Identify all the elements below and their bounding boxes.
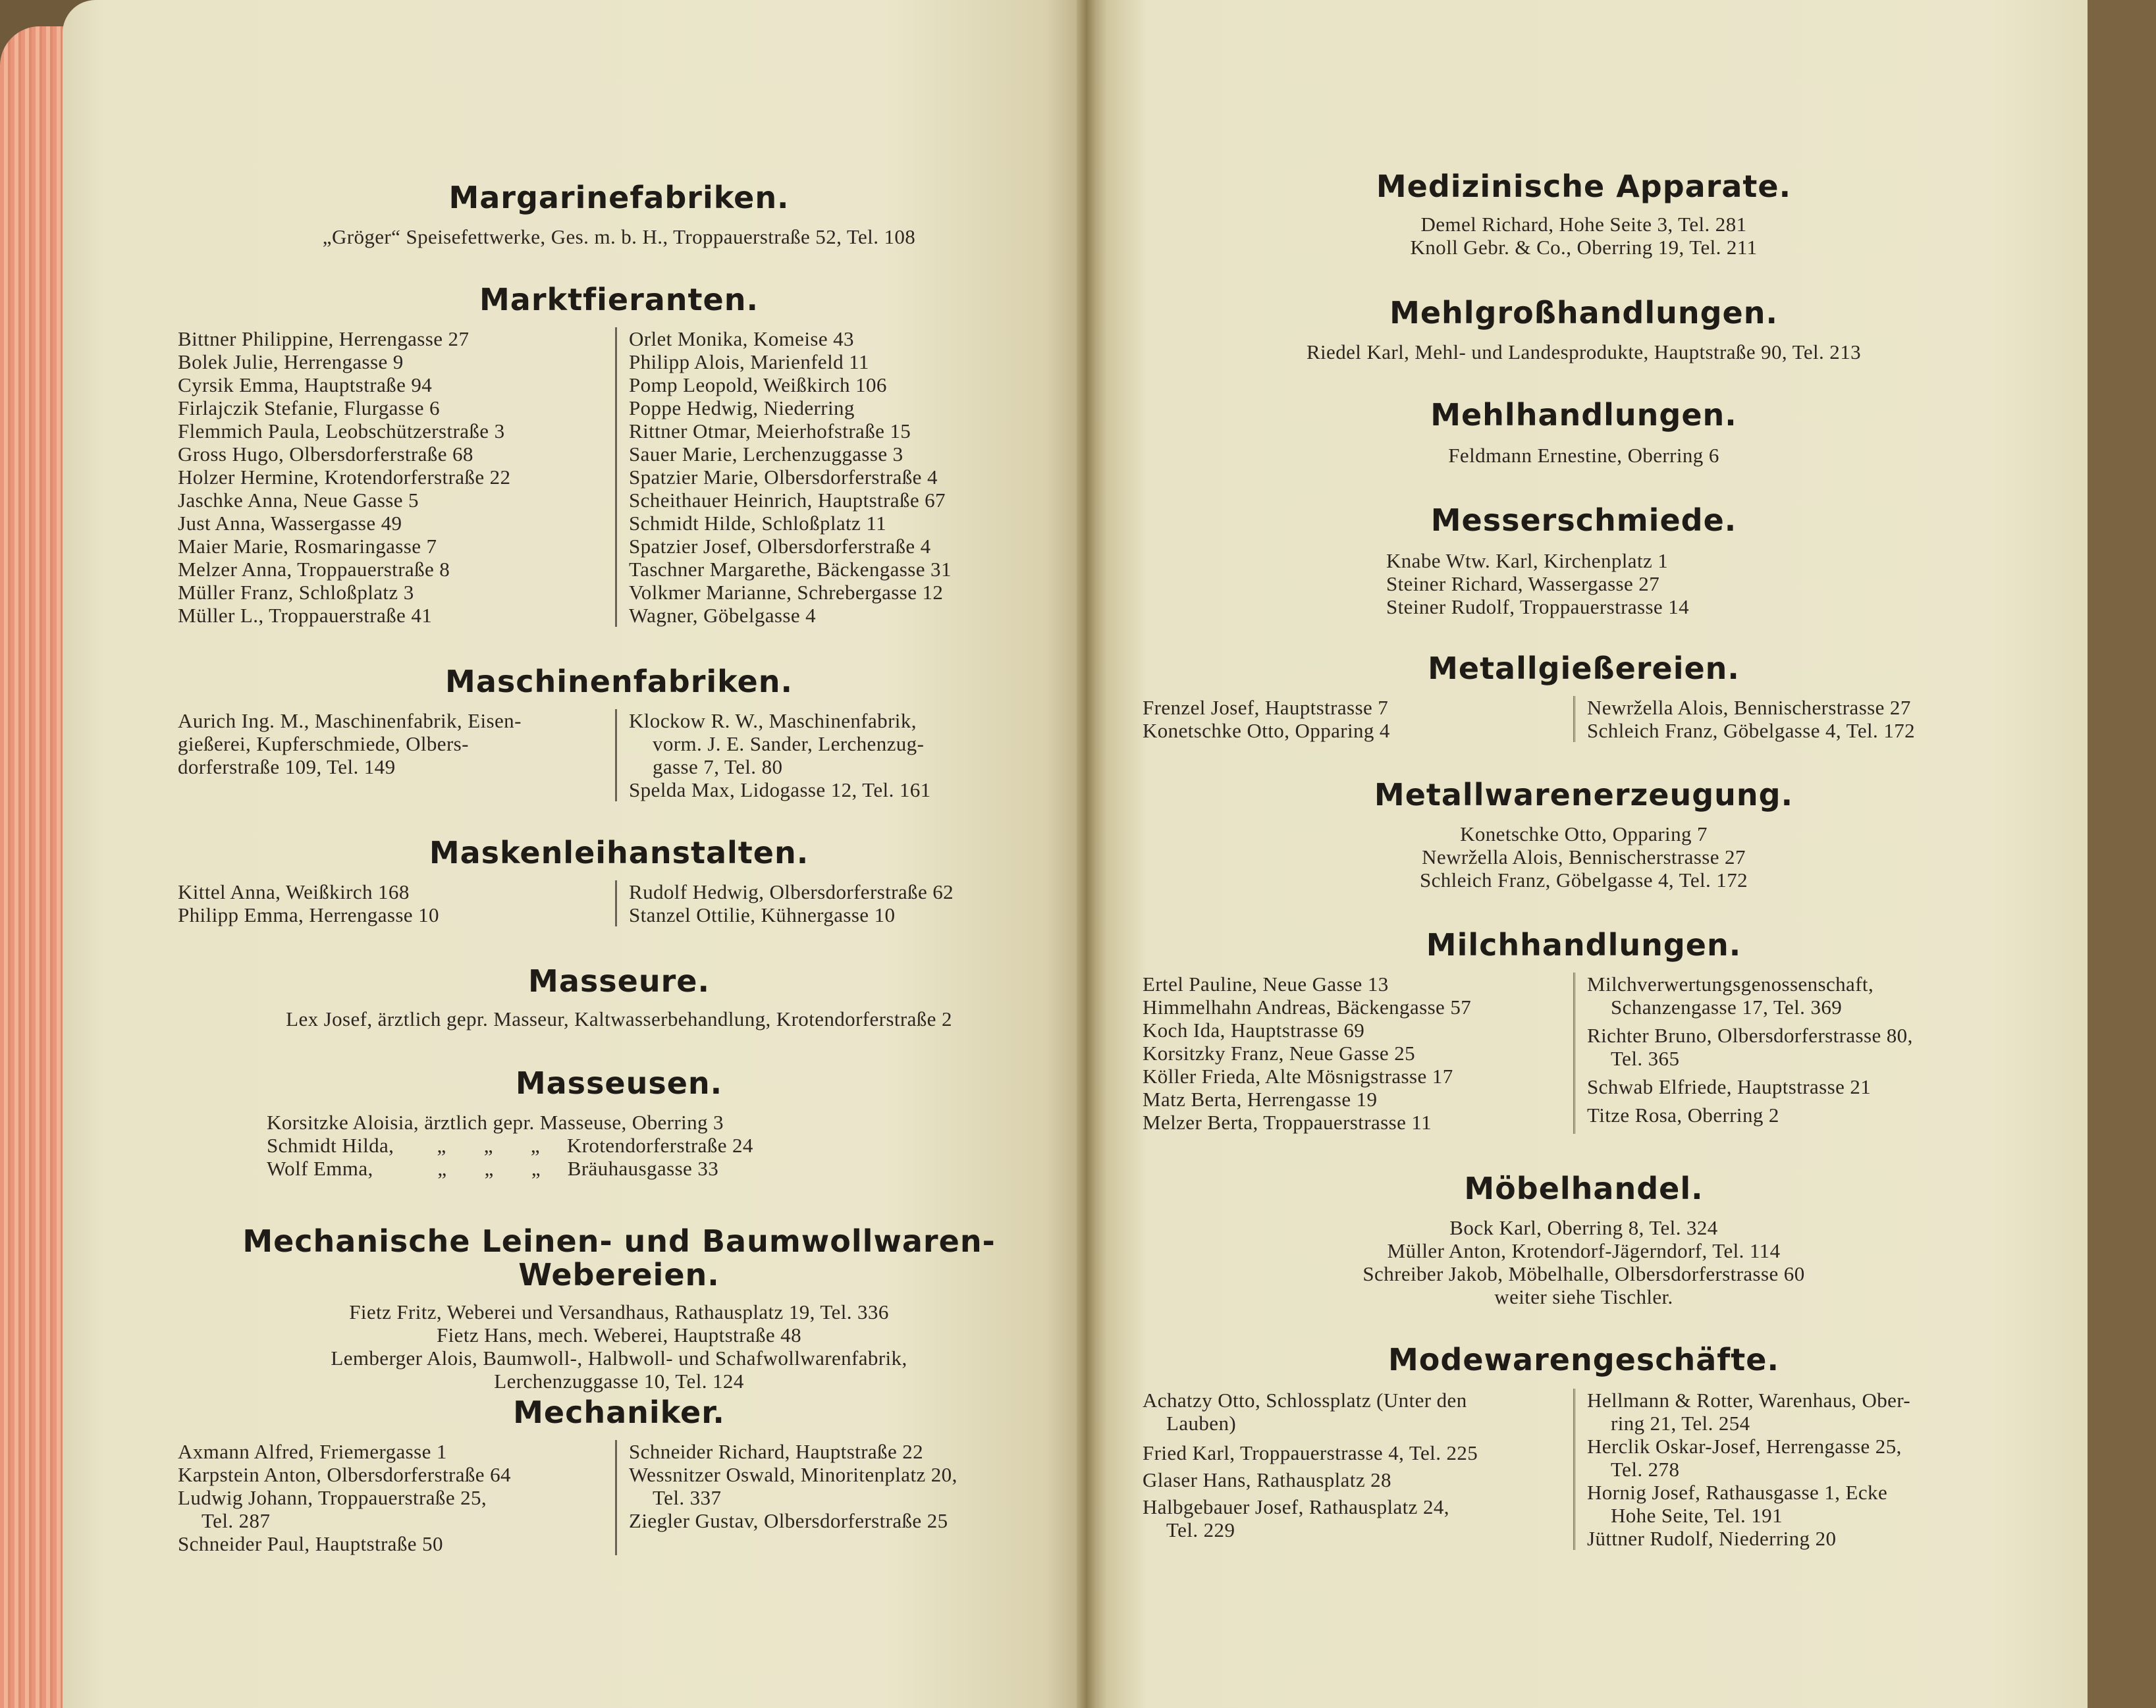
section-title: Maschinenfabriken. (445, 664, 793, 699)
two-column-list (1143, 696, 2025, 742)
list-col-2 (617, 880, 954, 926)
section-mechaniker (178, 1396, 1060, 1555)
section-title: Modewarengeschäfte. (1388, 1342, 1779, 1377)
entry: Schmidt Hilda, „ „ „ Krotendorferstraße 24 (267, 1133, 753, 1157)
entry: Richter Bruno, Olbersdorferstrasse 80, (1587, 1023, 1913, 1047)
entry: Steiner Rudolf, Troppauerstrasse 14 (1386, 595, 1690, 618)
background-margin (2088, 0, 2156, 1708)
section-title: Metallgießereien. (1428, 651, 1740, 686)
list-col-1 (1143, 973, 1575, 1134)
entry: Lerchenzuggasse 10, Tel. 124 (494, 1370, 744, 1393)
entry: Sauer Marie, Lerchenzuggasse 3 (629, 442, 903, 466)
entry: Hornig Josef, Rathausgasse 1, Ecke (1587, 1480, 1888, 1504)
entry: Schleich Franz, Göbelgasse 4, Tel. 172 (1587, 718, 1916, 742)
entry-list (1143, 549, 2025, 618)
entry: Achatzy Otto, Schlossplatz (Unter den (1143, 1388, 1467, 1412)
entry: Schanzengasse 17, Tel. 369 (1611, 995, 1843, 1019)
entry: Flemmich Paula, Leobschützerstraße 3 (178, 419, 505, 442)
entry: gasse 7, Tel. 80 (653, 755, 783, 778)
entry: vorm. J. E. Sander, Lerchenzug- (653, 732, 925, 755)
entry: Schreiber Jakob, Möbelhalle, Olbersdorferstrasse 60 (1362, 1262, 1805, 1285)
entry: Riedel Karl, Mehl- und Landesprodukte, Hauptstraße 90, Tel. 213 (1306, 340, 1862, 363)
entry: Taschner Margarethe, Bäckengasse 31 (629, 557, 952, 581)
entry: Konetschke Otto, Oppаring 7 (1460, 822, 1708, 845)
section-margarinefabriken (178, 181, 1060, 248)
entry: Spelda Max, Lidogasse 12, Tel. 161 (629, 778, 931, 801)
entry: Konetschke Otto, Oppаring 4 (1143, 718, 1390, 742)
entry: gießerei, Kupferschmiede, Olbers- (178, 732, 469, 755)
entry: Melzer Berta, Troppauerstrasse 11 (1143, 1110, 1432, 1134)
entry: Jaschke Anna, Neue Gasse 5 (178, 488, 419, 512)
section-title: Margarinefabriken. (448, 180, 790, 215)
entry: Bock Karl, Oberring 8, Tel. 324 (1449, 1215, 1718, 1239)
list-col-2 (1575, 1389, 1910, 1550)
entry: Bittner Philippine, Herrengasse 27 (178, 327, 470, 350)
section-title: Masseusen. (515, 1065, 723, 1101)
section-maschinenfabriken (178, 665, 1060, 801)
entry: Müller Franz, Schloßplatz 3 (178, 580, 414, 604)
entry: Orlet Monika, Komeise 43 (629, 327, 854, 350)
list-col-1 (178, 880, 617, 926)
entry: Gross Hugo, Olbersdorferstraße 68 (178, 442, 473, 466)
entry: Knoll Gebr. & Co., Oberring 19, Tel. 211 (1410, 235, 1758, 259)
entry: Korsitzke Aloisia, ärztlich gepr. Masseuse, Oberring 3 (267, 1110, 724, 1134)
section-moebelhandel (1143, 1172, 2025, 1308)
entry: Korsitzky Franz, Neue Gasse 25 (1143, 1041, 1416, 1065)
entry: Frenzel Josef, Hauptstrasse 7 (1143, 695, 1389, 719)
section-marktfieranten (178, 283, 1060, 627)
entry: Müller L., Troppauerstraße 41 (178, 603, 433, 627)
entry: Pomp Leopold, Weißkirch 106 (629, 373, 887, 396)
entry: Lauben) (1166, 1411, 1237, 1435)
list-col-1 (1143, 1389, 1575, 1550)
entry: „Gröger“ Speisefettwerke, Ges. m. b. H., Troppauerstraße 52, Tel. 108 (322, 225, 916, 248)
entry: Schleich Franz, Göbelgasse 4, Tel. 172 (1419, 868, 1748, 892)
list-col-1 (1143, 696, 1575, 742)
entry: Axmann Alfred, Friemergasse 1 (178, 1439, 447, 1463)
entry: Poppe Hedwig, Niederring (629, 396, 855, 419)
entry: Newržella Alois, Bennischerstrasse 27 (1587, 695, 1911, 719)
entry: Schneider Paul, Hauptstraße 50 (178, 1532, 443, 1555)
entry: Melzer Anna, Troppauerstraße 8 (178, 557, 450, 581)
entry: Titze Rosa, Oberring 2 (1587, 1103, 1779, 1127)
list-col-2 (617, 709, 931, 801)
list-col-1 (178, 327, 617, 627)
section-mehlhandlungen (1143, 398, 2025, 467)
entry: Hellmann & Rotter, Warenhaus, Ober- (1587, 1388, 1911, 1412)
section-title: Maskenleihanstalten. (429, 835, 809, 870)
entry: Jüttner Rudolf, Niederring 20 (1587, 1526, 1837, 1550)
entry: Himmelhahn Andreas, Bäckengasse 57 (1143, 995, 1472, 1019)
section-medizinische-apparate (1143, 170, 2025, 259)
entry: Tel. 229 (1166, 1518, 1235, 1541)
section-title: Mehlgroßhandlungen. (1389, 295, 1778, 331)
entry: Stanzel Ottilie, Kühnergasse 10 (629, 903, 896, 926)
entry: weiter siehe Tischler. (1494, 1285, 1673, 1308)
entry-list (178, 1111, 1060, 1180)
two-column-list (178, 709, 1060, 801)
entry-list (1143, 213, 2025, 259)
entry: Kittel Anna, Weißkirch 168 (178, 880, 410, 903)
list-col-2 (1575, 696, 1915, 742)
list-col-1 (178, 709, 617, 801)
entry: Hohe Seite, Tel. 191 (1611, 1503, 1783, 1527)
entry: Koch Ida, Hauptstrasse 69 (1143, 1018, 1365, 1042)
section-maskenleihanstalten (178, 836, 1060, 926)
list-col-2 (1575, 973, 1913, 1134)
entry: Milchverwertungsgenossenschaft, (1587, 972, 1874, 996)
section-title: Medizinische Apparate. (1376, 169, 1792, 204)
entry: Tel. 365 (1611, 1046, 1680, 1070)
entry: Steiner Richard, Wassergasse 27 (1386, 572, 1660, 595)
entry: Tel. 337 (653, 1485, 722, 1509)
book-gutter (1077, 0, 1096, 1708)
entry: Cyrsik Emma, Hauptstraße 94 (178, 373, 433, 396)
entry: Wolf Emma, „ „ „ Bräuhausgasse 33 (267, 1156, 719, 1180)
entry: Ertel Pauline, Neue Gasse 13 (1143, 972, 1389, 996)
section-title: Möbelhandel. (1464, 1171, 1704, 1206)
entry: Wessnitzer Oswald, Minoritenplatz 20, (629, 1462, 957, 1486)
entry: Maier Marie, Rosmaringasse 7 (178, 534, 437, 558)
section-title: Mehlhandlungen. (1430, 397, 1737, 433)
entry: ring 21, Tel. 254 (1611, 1411, 1750, 1435)
entry: Halbgebauer Josef, Rathausplatz 24, (1143, 1495, 1449, 1518)
entry: Volkmer Marianne, Schrebergasse 12 (629, 580, 944, 604)
section-modewarengeschaefte (1143, 1343, 2025, 1550)
entry: Scheithauer Heinrich, Hauptstraße 67 (629, 488, 946, 512)
entry: Wagner, Göbelgasse 4 (629, 603, 817, 627)
section-metallwarenerzeugung (1143, 778, 2025, 892)
section-title: Mechaniker. (513, 1395, 725, 1430)
section-title: Milchhandlungen. (1426, 927, 1742, 963)
section-masseure (178, 965, 1060, 1030)
entry: Klockow R. W., Maschinenfabrik, (629, 708, 917, 732)
entry: Schmidt Hilde, Schloßplatz 11 (629, 511, 887, 535)
entry-list (1143, 1216, 2025, 1308)
list-col-2 (617, 327, 952, 627)
entry: Ludwig Johann, Troppauerstraße 25, (178, 1485, 487, 1509)
entry: Demel Richard, Hohe Seite 3, Tel. 281 (1420, 212, 1747, 236)
list-col-1 (178, 1440, 617, 1555)
entry: Spatzier Josef, Olbersdorferstraße 4 (629, 534, 931, 558)
section-milchhandlungen (1143, 928, 2025, 1134)
two-column-list (178, 1440, 1060, 1555)
entry: Rudolf Hedwig, Olbersdorferstraße 62 (629, 880, 954, 903)
entry: Philipp Alois, Marienfeld 11 (629, 350, 869, 373)
entry: Tel. 287 (202, 1508, 271, 1532)
entry: Müller Anton, Krotendorf-Jägerndorf, Tel. 114 (1387, 1239, 1781, 1262)
entry: Feldmann Ernestine, Oberring 6 (1448, 443, 1719, 467)
section-title: Metallwarenerzeugung. (1374, 777, 1794, 813)
section-messerschmiede (1143, 504, 2025, 618)
section-title: Mechanische Leinen- und Baumwollwaren-Webereien. (242, 1223, 996, 1293)
entry: Bolek Julie, Herrengasse 9 (178, 350, 404, 373)
entry: Fietz Hans, mech. Weberei, Hauptstraße 48 (437, 1323, 801, 1347)
entry: Philipp Emma, Herrengasse 10 (178, 903, 439, 926)
list-col-2 (617, 1440, 957, 1555)
section-title: Marktfieranten. (479, 282, 759, 317)
entry: Just Anna, Wassergasse 49 (178, 511, 402, 535)
section-masseusen (178, 1067, 1060, 1180)
entry: Spatzier Marie, Olbersdorferstraße 4 (629, 465, 938, 489)
entry: Karpstein Anton, Olbersdorferstraße 64 (178, 1462, 511, 1486)
entry: Fietz Fritz, Weberei und Versandhaus, Rathausplatz 19, Tel. 336 (349, 1300, 889, 1324)
entry: Firlajczik Stefanie, Flurgasse 6 (178, 396, 440, 419)
entry: Aurich Ing. M., Maschinenfabrik, Eisen- (178, 708, 522, 732)
entry-list (1143, 822, 2025, 892)
entry-list (178, 1300, 1060, 1393)
entry: Lemberger Alois, Baumwoll-, Halbwoll- und Schafwollwarenfabrik, (331, 1347, 907, 1370)
entry: Matz Berta, Herrengasse 19 (1143, 1087, 1378, 1111)
section-title: Messerschmiede. (1430, 502, 1737, 538)
entry: Rittner Otmar, Meierhofstraße 15 (629, 419, 911, 442)
entry: Schwab Elfriede, Hauptstrasse 21 (1587, 1075, 1872, 1098)
section-metallgiessereien (1143, 652, 2025, 742)
two-column-list (178, 327, 1060, 627)
entry: Herclik Oskar-Josef, Herrengasse 25, (1587, 1434, 1902, 1458)
entry: Lex Josef, ärztlich gepr. Masseur, Kaltwasserbehandlung, Krotendorferstraße 2 (286, 1007, 952, 1030)
entry: Fried Karl, Troppauerstrasse 4, Tel. 225 (1143, 1441, 1478, 1464)
entry: Glaser Hans, Rathausplatz 28 (1143, 1468, 1391, 1491)
entry: Newržella Alois, Bennischerstrasse 27 (1422, 845, 1746, 868)
two-column-list (1143, 1389, 2025, 1550)
entry: Ziegler Gustav, Olbersdorferstraße 25 (629, 1508, 948, 1532)
section-webereien (178, 1225, 1060, 1393)
entry: dorferstraße 109, Tel. 149 (178, 755, 396, 778)
two-column-list (178, 880, 1060, 926)
entry: Holzer Hermine, Krotendorferstraße 22 (178, 465, 511, 489)
entry: Knabe Wtw. Karl, Kirchenplatz 1 (1386, 548, 1669, 572)
two-column-list (1143, 973, 2025, 1134)
section-title: Masseure. (528, 963, 710, 999)
entry: Schneider Richard, Hauptstraße 22 (629, 1439, 924, 1463)
entry: Tel. 278 (1611, 1457, 1680, 1481)
entry: Köller Frieda, Alte Mösnigstrasse 17 (1143, 1064, 1453, 1088)
section-mehlgrosshandlungen (1143, 296, 2025, 363)
